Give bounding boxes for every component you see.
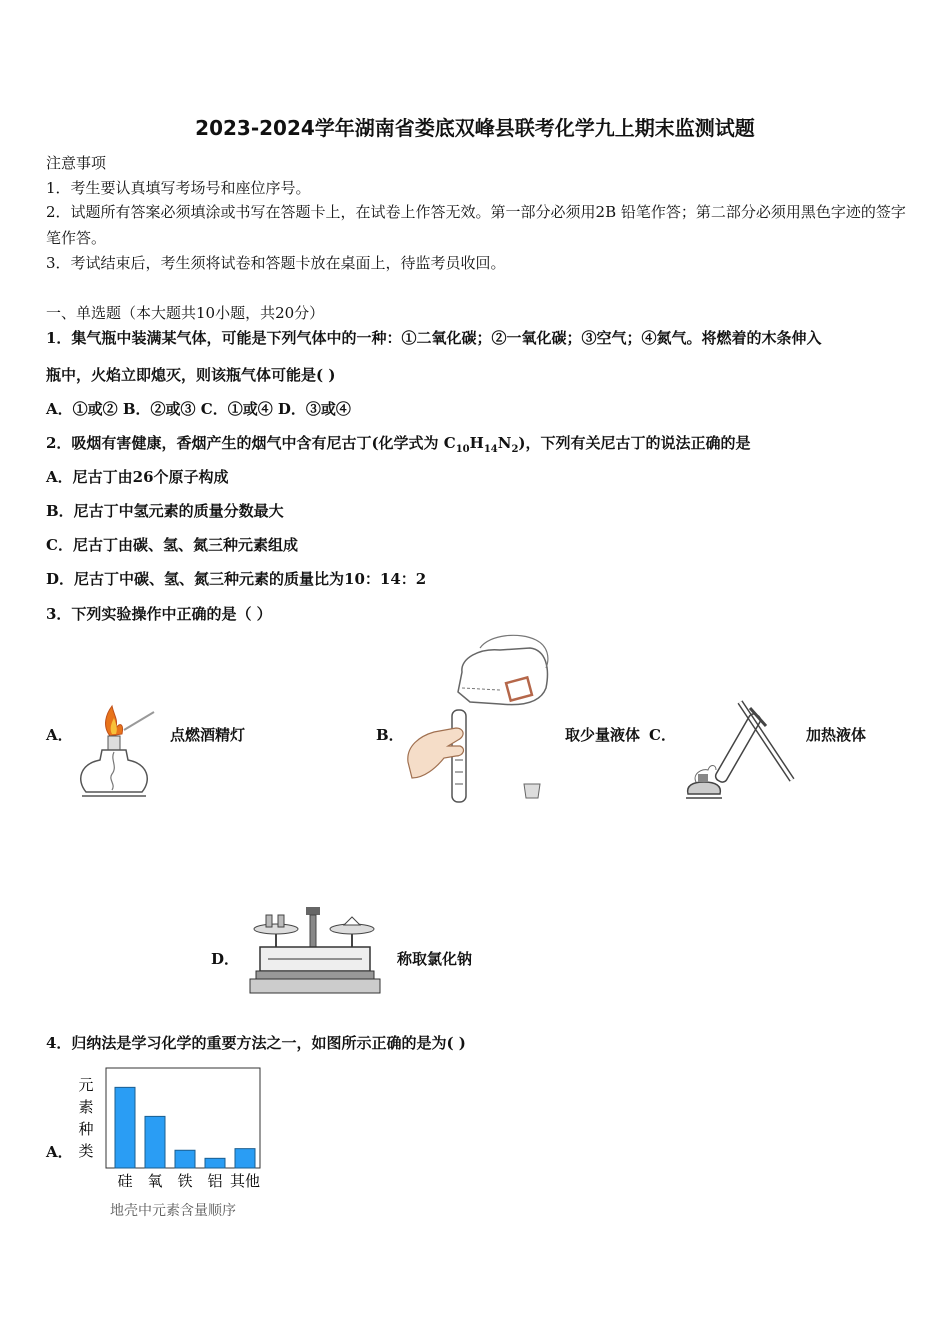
q1-stem-line2: 瓶中，火焰立即熄灭，则该瓶气体可能是( ) <box>46 366 336 384</box>
chart-xtick-label: 铝 <box>207 1172 223 1190</box>
chart-ylabel-char: 素 <box>78 1098 94 1116</box>
q3-a-caption: 点燃酒精灯 <box>170 726 246 744</box>
chart-xtick-label: 硅 <box>117 1172 133 1190</box>
chart-bar-1 <box>145 1116 165 1168</box>
chart-bar-3 <box>205 1158 225 1168</box>
q4-a-label: A． <box>46 1143 73 1161</box>
chart-ylabel-char: 元 <box>78 1076 94 1094</box>
q3-c-label: C． <box>649 726 676 744</box>
section-heading: 一、单选题（本大题共10小题，共20分） <box>46 304 325 322</box>
element-content-chart <box>70 1060 280 1225</box>
chart-ylabel-char: 种 <box>78 1120 94 1138</box>
q2-option-c: C．尼古丁由碳、氢、氮三种元素组成 <box>46 536 298 554</box>
notice-heading: 注意事项 <box>46 154 107 172</box>
alcohol-lamp-figure <box>72 700 162 810</box>
q1-options: A．①或② B．②或③ C．①或④ D．③或④ <box>46 400 351 418</box>
q3-c-caption: 加热液体 <box>806 726 867 744</box>
notice-item-2: 2．试题所有答案必须填涂或书写在答题卡上，在试卷上作答无效。第一部分必须用2B 铅笔作答；第二部分必须用黑色字迹的签字笔作答。 <box>46 203 906 247</box>
chart-ylabel <box>78 1076 93 1160</box>
q3-stem: 3．下列实验操作中正确的是（ ） <box>46 605 272 623</box>
q2-option-b: B．尼古丁中氢元素的质量分数最大 <box>46 502 284 520</box>
q3-d-caption: 称取氯化钠 <box>397 950 473 968</box>
chart-xtick-label: 氧 <box>147 1172 163 1190</box>
q3-b-caption: 取少量液体 <box>565 726 641 744</box>
page-title: 2023-2024学年湖南省娄底双峰县联考化学九上期末监测试题 <box>195 116 755 140</box>
q2-option-a: A．尼古丁由26个原子构成 <box>46 468 229 486</box>
q3-d-label: D． <box>211 950 240 968</box>
heat-liquid-figure <box>682 698 802 808</box>
q2-stem: 2．吸烟有害健康，香烟产生的烟气中含有尼古丁(化学式为 $C_{10}H_{14}N_2$)，下列有关尼古丁的说法正确的是 <box>46 434 751 455</box>
notice-item-1: 1．考生要认真填写考场号和座位序号。 <box>46 179 311 197</box>
balance-figure <box>248 905 386 997</box>
chart-xtick-label: 其他 <box>229 1172 261 1190</box>
q3-a-label: A． <box>46 726 73 744</box>
q4-stem: 4．归纳法是学习化学的重要方法之一，如图所示正确的是为( ) <box>46 1034 466 1052</box>
q3-b-label: B． <box>376 726 404 744</box>
q2-option-d: D．尼古丁中碳、氢、氮三种元素的质量比为10：14：2 <box>46 570 427 588</box>
chart-xtick-label: 铁 <box>177 1172 193 1190</box>
chart-title: 地壳中元素含量顺序 <box>110 1203 236 1219</box>
chart-ylabel-char: 类 <box>78 1142 94 1160</box>
pour-liquid-figure <box>400 628 560 808</box>
chart-bar-2 <box>175 1150 195 1168</box>
chart-bar-0 <box>115 1087 135 1168</box>
chart-bar-4 <box>235 1149 255 1168</box>
notice-item-3: 3．考试结束后，考生须将试卷和答题卡放在桌面上，待监考员收回。 <box>46 254 506 272</box>
q1-stem-line1: 1．集气瓶中装满某气体，可能是下列气体中的一种：①二氧化碳；②一氧化碳；③空气；④氮气。将燃着的木条伸入 <box>46 329 822 347</box>
